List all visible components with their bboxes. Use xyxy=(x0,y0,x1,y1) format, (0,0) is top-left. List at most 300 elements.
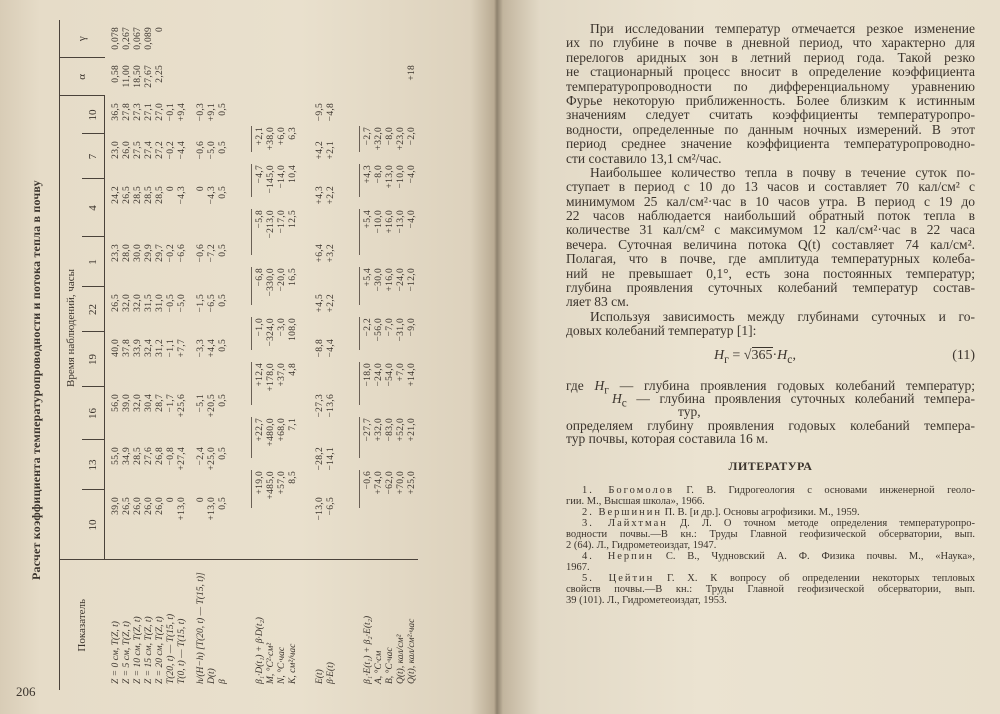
table-value: 32,0 xyxy=(122,294,132,312)
indicator-label: N, °C·час xyxy=(277,646,287,684)
indicator-label: K, см²/час xyxy=(288,643,298,684)
table-value xyxy=(385,514,396,584)
indicator-label: Z = 10 см, T(Z, t) xyxy=(132,616,143,684)
value-cell xyxy=(105,58,189,96)
table-value xyxy=(218,58,229,96)
table-value: −20,0 xyxy=(277,268,287,292)
value-cell xyxy=(337,58,418,96)
table-value xyxy=(326,20,337,58)
value-cell xyxy=(299,179,337,237)
table-value: +22,7 xyxy=(255,418,265,442)
group-divider xyxy=(251,470,252,508)
table-value: +13,0 xyxy=(385,165,395,189)
table-value xyxy=(363,514,374,584)
table-value: −330,0 xyxy=(266,268,276,297)
table-value xyxy=(277,20,288,58)
row-group xyxy=(105,20,189,690)
indicator-label: h/(H−h) [T(20, t) — T(15, t)] xyxy=(196,572,206,684)
table-value: −1,7 xyxy=(166,394,176,413)
table-value: +485,0 xyxy=(266,471,276,500)
table-value: +5,4 xyxy=(363,268,373,287)
table-value: +32,0 xyxy=(374,418,384,442)
table-value: −7,2 xyxy=(207,244,217,263)
table-value: −24,0 xyxy=(374,363,384,387)
table-value: 0,58 xyxy=(110,64,121,83)
table-value xyxy=(315,58,326,96)
table-value: 27,1 xyxy=(144,102,154,121)
value-cell xyxy=(299,134,337,179)
table-value: 0,078 xyxy=(110,26,121,50)
row-group xyxy=(229,20,299,690)
text-line: ляет 83 см. xyxy=(566,294,629,310)
value-cell xyxy=(337,96,418,151)
table-value: +13,0 xyxy=(177,497,187,521)
value-cell xyxy=(105,387,189,440)
row-group xyxy=(188,20,229,690)
indicator-label: Z = 20 см, T(Z, t) xyxy=(154,616,165,684)
where-var: H xyxy=(612,391,622,407)
reference-text: гии. М., Высшая школа», 1966. xyxy=(566,496,705,507)
reference-text: 39 (101). Л., Гидрометеоиздат, 1953. xyxy=(566,595,727,606)
table-value xyxy=(288,514,299,584)
table-value: 0,267 xyxy=(121,26,132,50)
table-value: −2,2 xyxy=(363,318,373,337)
table-value: 29,7 xyxy=(155,244,165,262)
table-value xyxy=(363,20,374,58)
table-value xyxy=(277,58,288,96)
table-value: −28,2 xyxy=(315,447,325,471)
reference-line xyxy=(566,562,975,573)
table-value: 23,3 xyxy=(111,244,121,262)
group-divider xyxy=(359,362,360,405)
row-group xyxy=(337,20,418,690)
table-value: +6,4 xyxy=(315,244,325,263)
table-value: 6,3 xyxy=(288,126,298,140)
table-value: +21,0 xyxy=(407,418,417,442)
indicator-label: Q(t), кал/см² xyxy=(396,634,406,684)
table-value xyxy=(363,58,374,96)
table-value: 0,089 xyxy=(143,26,154,50)
table-value: +2,1 xyxy=(326,141,336,160)
where-block xyxy=(566,379,975,445)
formula-radicand: 365 xyxy=(751,348,773,363)
reference-author: 3. Лайхтман xyxy=(582,518,668,529)
group-divider xyxy=(251,317,252,350)
value-cell xyxy=(299,332,337,387)
table-value: 27,3 xyxy=(133,102,143,121)
formula-var: H xyxy=(777,348,788,363)
table-value: −8,8 xyxy=(315,339,325,358)
reference-line xyxy=(566,595,975,606)
data-table xyxy=(59,20,418,690)
table-value xyxy=(385,20,396,58)
text-line: значениям следует считать коэффициенты температуропро- xyxy=(566,107,975,123)
reference-text: Д. Л. О точном методе определения температуропро- xyxy=(667,518,975,529)
table-value: 27,5 xyxy=(133,141,143,159)
reference-text: Г. В. Гидрогеология с основами инженерной геоло- xyxy=(673,485,975,496)
group-divider xyxy=(251,164,252,197)
table-value: +4,5 xyxy=(315,294,325,313)
value-cell xyxy=(229,96,299,151)
table-value: −0,2 xyxy=(166,244,176,263)
reference-author: 4. Нерпин xyxy=(582,551,655,562)
table-value: −4,3 xyxy=(177,186,187,205)
value-cell xyxy=(188,332,229,387)
table-value: 23,0 xyxy=(111,141,121,159)
table-value: −27,3 xyxy=(315,394,325,418)
group-divider xyxy=(251,417,252,458)
table-value: −13,6 xyxy=(326,394,336,418)
table-value: 31,2 xyxy=(155,339,165,357)
table-value: +57,0 xyxy=(277,471,287,495)
table-value: +9,4 xyxy=(177,102,187,122)
table-value: 0,5 xyxy=(218,186,228,199)
table-value xyxy=(196,58,207,96)
table-value: −54,0 xyxy=(385,363,395,387)
table-value: +14,0 xyxy=(407,363,417,387)
value-cell xyxy=(299,287,337,332)
table-value: +18 xyxy=(407,64,417,81)
text-line: Полагая, что в почве, где амплитуда температурных колеба- xyxy=(566,251,975,267)
text-line: ний не превышает 0,1°, есть зона постоянных температур; xyxy=(566,265,975,281)
text-line: При исследовании температур отмечается резкое изменение xyxy=(590,21,975,36)
conclusion-line: определяем глубину проявления годовых колебаний темпера- xyxy=(566,417,975,433)
table-value: +178,0 xyxy=(266,363,276,392)
group-divider xyxy=(251,362,252,405)
table-value: 4,8 xyxy=(288,363,298,376)
text-line: период среднее значение коэффициента температуропроводно- xyxy=(566,136,975,152)
table-value: 31,0 xyxy=(155,294,165,312)
indicator-label: Z = 0 см, T(Z, t) xyxy=(110,621,121,684)
value-cell xyxy=(188,287,229,332)
table-value: −24,0 xyxy=(396,268,406,292)
indicator-label: β·E(t) xyxy=(326,662,336,684)
table-value: 39,0 xyxy=(122,394,132,412)
table-value: −0,6 xyxy=(363,471,373,490)
table-value: +4,3 xyxy=(363,165,373,184)
where-continuation: тур, xyxy=(678,404,701,420)
table-value: +4,3 xyxy=(315,186,325,205)
table-value: 28,5 xyxy=(144,186,154,204)
table-value: +20,5 xyxy=(207,394,217,418)
table-value: −145,0 xyxy=(266,165,276,194)
where-prefix: где xyxy=(566,378,595,393)
table-value: −1,0 xyxy=(255,318,265,337)
table-value: +480,0 xyxy=(266,418,276,447)
table-value xyxy=(266,514,277,584)
table-value xyxy=(385,58,396,96)
table-value xyxy=(407,20,418,58)
reference-author: 5. Цейтин xyxy=(582,573,655,584)
text-line: водности, определенные по данным ночных измерений. В этот xyxy=(566,121,975,137)
table-value: 16,5 xyxy=(288,268,298,286)
table-value: +2,1 xyxy=(255,126,265,146)
table-value: −5,1 xyxy=(196,394,206,413)
table-value: 37,8 xyxy=(122,339,132,357)
conclusion-line: тур почвы, которая составила 16 м. xyxy=(566,430,769,446)
header-hour: 7 xyxy=(82,134,105,179)
table-value: +4,2 xyxy=(315,141,325,160)
value-cell xyxy=(188,58,229,96)
table-value xyxy=(396,514,407,584)
value-cell xyxy=(105,179,189,237)
indicator-label: Q(t), кал/см²·час xyxy=(407,618,417,684)
text-line: сти составило 13,1 см²/час. xyxy=(566,150,722,166)
text-line: вечера. Суточная величина потока Q(t) составляет 74 кал/см². xyxy=(566,236,975,252)
table-value: −4,8 xyxy=(326,102,336,122)
indicator-label: β₁·E(t₁) + β₂·E(t₂) xyxy=(363,615,373,684)
text-line: перелогов аридных зон в летний период года. Такой резко xyxy=(566,49,975,65)
table-value: −8,0 xyxy=(374,165,384,184)
table-value: 28,0 xyxy=(122,244,132,262)
reference-line xyxy=(566,496,975,507)
formula-comma: , xyxy=(792,348,796,363)
table-value xyxy=(288,20,299,58)
table-value: +4,4 xyxy=(207,339,217,358)
table-body xyxy=(105,20,419,690)
table-value: −6,6 xyxy=(177,244,187,263)
group-divider xyxy=(359,209,360,255)
table-value: 28,7 xyxy=(155,394,165,412)
group-divider xyxy=(359,417,360,458)
table-value: 0,067 xyxy=(132,26,143,50)
indicator-label: T(20, t) — T(15, t) xyxy=(165,613,176,684)
text-line: Используя зависимость между глубинами суточных и го- xyxy=(590,308,975,324)
table-value: −62,0 xyxy=(385,471,395,495)
table-value: −0,8 xyxy=(166,447,176,466)
group-divider xyxy=(251,209,252,255)
table-value: −0,2 xyxy=(166,141,176,160)
table-value: 0 xyxy=(166,186,176,192)
reference-line xyxy=(566,507,975,518)
table-value: −7,0 xyxy=(385,318,395,337)
table-value xyxy=(207,58,218,96)
table-value: +70,0 xyxy=(396,471,406,495)
group-divider xyxy=(359,267,360,305)
group-divider xyxy=(251,126,252,152)
table-value: 26,5 xyxy=(122,186,132,204)
where-var: H xyxy=(594,378,605,393)
table-value: 12,5 xyxy=(288,210,298,228)
table-value: +52,0 xyxy=(396,418,406,442)
table-value: 26,0 xyxy=(155,497,165,515)
where-text: — глубина проявления годовых колебаний температур; xyxy=(608,378,975,393)
table-value xyxy=(255,514,266,584)
value-cell xyxy=(299,96,337,134)
table-value: 32,0 xyxy=(133,294,143,312)
value-cell xyxy=(299,20,337,58)
reference-line xyxy=(566,551,975,562)
table-value: 27,6 xyxy=(144,447,154,465)
formula-sub: г xyxy=(724,352,729,366)
table-value: −10,0 xyxy=(396,165,406,189)
table-value: 32,0 xyxy=(133,394,143,412)
table-value: −3,3 xyxy=(196,339,206,358)
header-time: Время наблюдений, часы xyxy=(60,96,83,560)
table-value: 0,5 xyxy=(218,244,228,257)
value-cell xyxy=(299,237,337,287)
header-hour: 13 xyxy=(82,440,105,490)
table-value: +38,0 xyxy=(266,126,276,151)
indicator-label: β₁·D(t₁) + β·D(t₂) xyxy=(255,617,265,684)
reference-line xyxy=(566,540,975,551)
table-value xyxy=(277,514,288,584)
table-value: 18,50 xyxy=(132,64,143,88)
table-value xyxy=(326,58,337,96)
table-value: 0 xyxy=(166,497,176,503)
value-cell xyxy=(299,387,337,440)
table-value: 27,8 xyxy=(122,102,132,121)
table-value: 28,5 xyxy=(133,186,143,204)
reference-author: 1. Богомолов xyxy=(582,485,674,496)
table-value xyxy=(374,514,385,584)
table-value: −5,8 xyxy=(255,210,265,229)
indicator-label: M, °C²·см² xyxy=(266,642,276,684)
equation-number: (11) xyxy=(952,348,975,363)
table-value xyxy=(374,58,385,96)
table-value xyxy=(288,58,299,96)
table-value: +16,0 xyxy=(385,268,395,292)
table-value: 26,0 xyxy=(133,497,143,515)
value-cell xyxy=(105,96,189,134)
table-title: Расчет коэффициента температуропроводности и потока тепла в почву xyxy=(29,180,43,580)
table-value: −4,4 xyxy=(177,141,187,160)
reference-text: Г. Х. К вопросу об определении некоторых тепловых xyxy=(654,573,975,584)
table-value: 24,2 xyxy=(111,186,121,204)
value-cell xyxy=(337,20,418,58)
table-value: −4,0 xyxy=(407,165,417,184)
group-divider xyxy=(359,126,360,152)
reference-line xyxy=(566,584,975,595)
table-value: 8,5 xyxy=(288,471,298,484)
table-value: −0,6 xyxy=(196,244,206,263)
where-line xyxy=(566,391,975,410)
table-value: −27,7 xyxy=(363,418,373,442)
header-hour: 19 xyxy=(82,332,105,387)
table-value: +5,4 xyxy=(363,210,373,229)
text-line: Фурье некоторую приближенность. Более близким к истинным xyxy=(566,92,975,108)
table-value: 26,8 xyxy=(155,447,165,465)
table-value: −18,0 xyxy=(363,363,373,387)
header-hour: 10 xyxy=(82,96,105,134)
value-cell xyxy=(188,179,229,237)
table-value: +7,7 xyxy=(177,339,187,358)
value-cell xyxy=(105,134,189,179)
reference-line xyxy=(566,529,975,540)
right-page xyxy=(500,0,1000,714)
table-value: −5,0 xyxy=(207,141,217,160)
table-value xyxy=(207,20,218,58)
table-value: 108,0 xyxy=(288,318,298,341)
table-value: 56,0 xyxy=(111,394,121,412)
table-value: −0,1 xyxy=(166,102,176,122)
table-value xyxy=(266,20,277,58)
value-cell xyxy=(105,440,189,490)
table-value: −2,0 xyxy=(407,126,417,146)
table-value: +2,2 xyxy=(326,186,336,205)
value-cell xyxy=(188,440,229,490)
table-value: 0,5 xyxy=(218,339,228,352)
literature-heading: ЛИТЕРАТУРА xyxy=(728,459,813,473)
table-value xyxy=(266,58,277,96)
group-divider xyxy=(359,317,360,350)
table-value: 28,5 xyxy=(155,186,165,204)
table-value: −56,0 xyxy=(374,318,384,342)
table-value: +9,1 xyxy=(207,102,217,122)
table-value: −17,0 xyxy=(277,210,287,234)
table-value: 55,0 xyxy=(111,447,121,465)
page-number: 206 xyxy=(16,684,36,699)
value-cell xyxy=(188,387,229,440)
where-text: — глубина проявления суточных колебаний темпера- xyxy=(626,391,975,407)
value-cell xyxy=(105,20,189,58)
table-value: −30,0 xyxy=(374,268,384,292)
header-hour: 16 xyxy=(82,387,105,440)
references-list xyxy=(566,485,975,606)
value-cell xyxy=(105,332,189,387)
table-value: +37,0 xyxy=(277,363,287,387)
table-value: 0,5 xyxy=(218,294,228,307)
formula-var: H xyxy=(714,348,725,363)
formula-sub: с xyxy=(787,352,793,366)
table-value: 40,0 xyxy=(111,339,121,357)
header-hour: 4 xyxy=(82,179,105,237)
indicator-label: Z = 5 см, T(Z, t) xyxy=(121,621,132,684)
table-value: +6,0 xyxy=(277,126,287,146)
text-line: Наибольшее количество тепла в почву в течение суток по- xyxy=(590,164,975,180)
table-value: 0 xyxy=(154,26,165,32)
table-value: +7,0 xyxy=(396,363,406,382)
table-value xyxy=(315,20,326,58)
table-value: 30,0 xyxy=(133,244,143,262)
table-value: 36,5 xyxy=(111,102,121,121)
table-value: +2,2 xyxy=(326,294,336,313)
table-value: −6,5 xyxy=(326,497,336,516)
table-value: −4,4 xyxy=(326,339,336,358)
formula-dot: · xyxy=(772,348,778,363)
table-value: 0,5 xyxy=(218,141,228,154)
table-value xyxy=(374,20,385,58)
value-cell xyxy=(105,287,189,332)
table-value: +23,0 xyxy=(396,126,406,151)
row-group xyxy=(299,20,337,690)
group-divider xyxy=(359,164,360,197)
indicator-label: E(t) xyxy=(315,669,325,684)
table-value xyxy=(407,514,418,584)
text-line: не стационарный процесс вносит в определение коэффициента xyxy=(566,64,975,80)
table-value xyxy=(255,58,266,96)
left-page xyxy=(0,0,495,714)
value-cell xyxy=(188,237,229,287)
table-value: −8,0 xyxy=(385,126,395,146)
header-indicator: Показатель xyxy=(60,560,105,690)
table-value: −31,0 xyxy=(396,318,406,342)
table-value: +32,0 xyxy=(374,126,384,151)
table-value xyxy=(177,58,188,96)
indicator-cell xyxy=(188,560,229,690)
reference-text: 2 (64). Л., Гидрометеоиздат, 1947. xyxy=(566,540,717,551)
table-value xyxy=(255,20,266,58)
table-value: 33,9 xyxy=(133,339,143,357)
table-value: +12,4 xyxy=(255,363,265,387)
value-cell xyxy=(229,58,299,96)
table-value: 0 xyxy=(196,186,206,192)
table-value: 0,5 xyxy=(218,497,228,510)
table-value: +25,0 xyxy=(207,447,217,471)
reference-line xyxy=(566,485,975,496)
table-value: −0,5 xyxy=(166,294,176,313)
header-alpha: α xyxy=(60,58,105,96)
